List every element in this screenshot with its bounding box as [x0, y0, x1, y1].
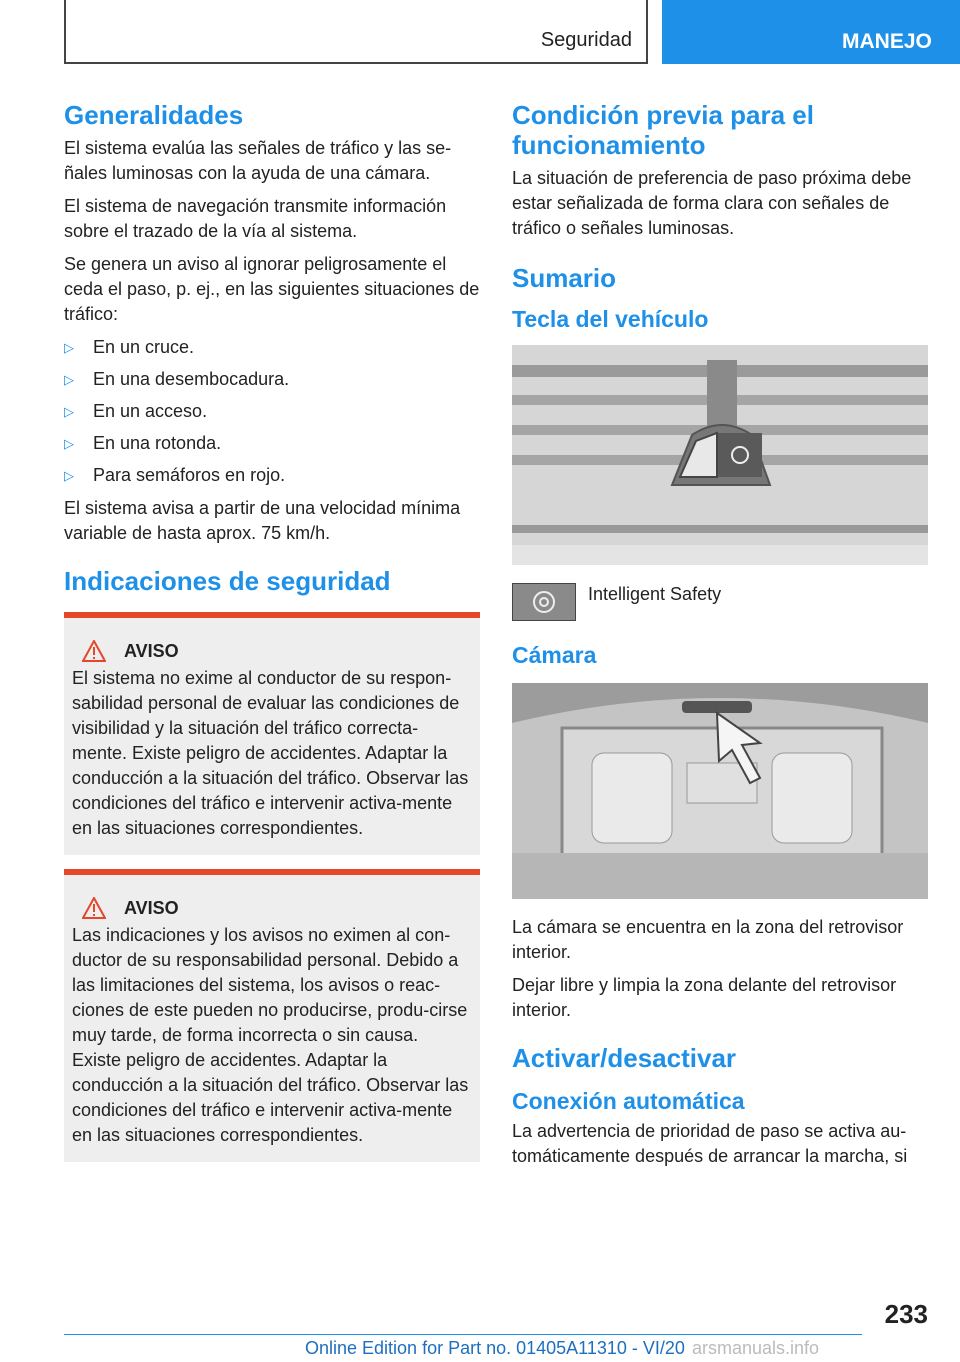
vehicle-button-photo: [512, 345, 928, 565]
paragraph: El sistema avisa a partir de una velocidad mínima variable de hasta aprox. 75 km/h.: [64, 498, 461, 543]
paragraph: La situación de preferencia de paso próxima debe estar señalizada de forma clara con señales de tráfico o señales luminosas.: [512, 168, 912, 238]
list-item: [64, 463, 480, 488]
right-column: [512, 100, 928, 1177]
warning-triangle-icon: [82, 897, 106, 919]
watermark: arsmanuals.info: [692, 1338, 820, 1358]
list-item-text: En una desembocadura.: [93, 369, 290, 389]
paragraph: La cámara se encuentra en la zona del retrovisor interior.: [512, 917, 904, 962]
warning-box: [64, 869, 480, 1162]
triangle-bullet-icon: ▷: [64, 436, 74, 451]
situation-list: [64, 335, 480, 488]
heading-tecla: Tecla del vehículo: [512, 306, 709, 332]
list-item-text: En un acceso.: [93, 401, 208, 421]
heading-camara: Cámara: [512, 642, 597, 668]
footer-divider: [64, 1334, 862, 1335]
list-item: [64, 335, 480, 360]
heading-activar: Activar/desactivar: [512, 1043, 737, 1073]
paragraph: Dejar libre y limpia la zona delante del retrovisor interior.: [512, 975, 897, 1020]
header-section-box: [64, 0, 648, 64]
legend-row: [512, 583, 928, 621]
triangle-bullet-icon: ▷: [64, 404, 74, 419]
paragraph: Se genera un aviso al ignorar peligrosamente el ceda el paso, p. ej., en las siguientes situaciones de tráfico:: [64, 254, 480, 324]
camera-photo: [512, 683, 928, 899]
warning-text: Las indicaciones y los avisos no eximen al con-ductor de su responsabilidad personal. Debido a las limitaciones del sistema, los avisos o reac-ciones de este pueden no producirse, produ-cirse muy tarde, de forma incorrecta o sin causa. Existe peligro de accidentes. Adaptar la conducción a la situación del tráfico. Observar las condiciones del tráfico e intervenir activa-mente en las situaciones correspondientes.: [72, 925, 469, 1145]
page-number: 233: [884, 1299, 928, 1329]
edition-text: Online Edition for Part no. 01405A11310 - VI/20: [305, 1338, 685, 1358]
paragraph: El sistema evalúa las señales de tráfico y las se-ñales luminosas con la ayuda de una cámara.: [64, 138, 452, 183]
heading-seguridad: Indicaciones de seguridad: [64, 566, 391, 596]
warning-title-row: [82, 640, 472, 662]
heading-condicion: Condición previa para el funcionamiento: [512, 100, 814, 160]
triangle-bullet-icon: ▷: [64, 340, 74, 355]
list-item: [64, 367, 480, 392]
intelligent-safety-icon: [512, 583, 576, 621]
warning-triangle-icon: [82, 640, 106, 662]
list-item: [64, 399, 480, 424]
triangle-bullet-icon: ▷: [64, 372, 74, 387]
list-item-text: En una rotonda.: [93, 433, 222, 453]
warning-text: El sistema no exime al conductor de su respon-sabilidad personal de evaluar las condiciones de visibilidad y la situación del tráfico correcta-mente. Existe peligro de accidentes. Adaptar la conducción a la situación del tráfico. Observar las condiciones del tráfico e intervenir activa-mente en las situaciones correspondientes.: [72, 668, 469, 838]
left-column: [64, 100, 480, 1176]
chapter-tab[interactable]: MANEJO: [662, 0, 960, 64]
legend-label: Intelligent Safety: [588, 584, 722, 604]
dashboard-vents-image: [512, 345, 928, 565]
section-title: Seguridad: [540, 29, 632, 51]
triangle-bullet-icon: ▷: [64, 468, 74, 483]
list-item-text: En un cruce.: [93, 337, 195, 357]
paragraph: La advertencia de prioridad de paso se activa au-tomáticamente después de arrancar la marcha, si: [512, 1121, 908, 1166]
heading-sumario: Sumario: [512, 263, 617, 293]
warning-title-row: [82, 897, 472, 919]
warning-box: [64, 612, 480, 855]
warning-title: AVISO: [124, 897, 179, 918]
list-item-text: Para semáforos en rojo.: [93, 465, 286, 485]
warning-title: AVISO: [124, 640, 179, 661]
heading-generalidades: Generalidades: [64, 100, 244, 130]
heading-conexion: Conexión automática: [512, 1088, 745, 1114]
list-item: [64, 431, 480, 456]
car-interior-image: [512, 683, 928, 899]
paragraph: El sistema de navegación transmite información sobre el trazado de la vía al sistema.: [64, 196, 447, 241]
